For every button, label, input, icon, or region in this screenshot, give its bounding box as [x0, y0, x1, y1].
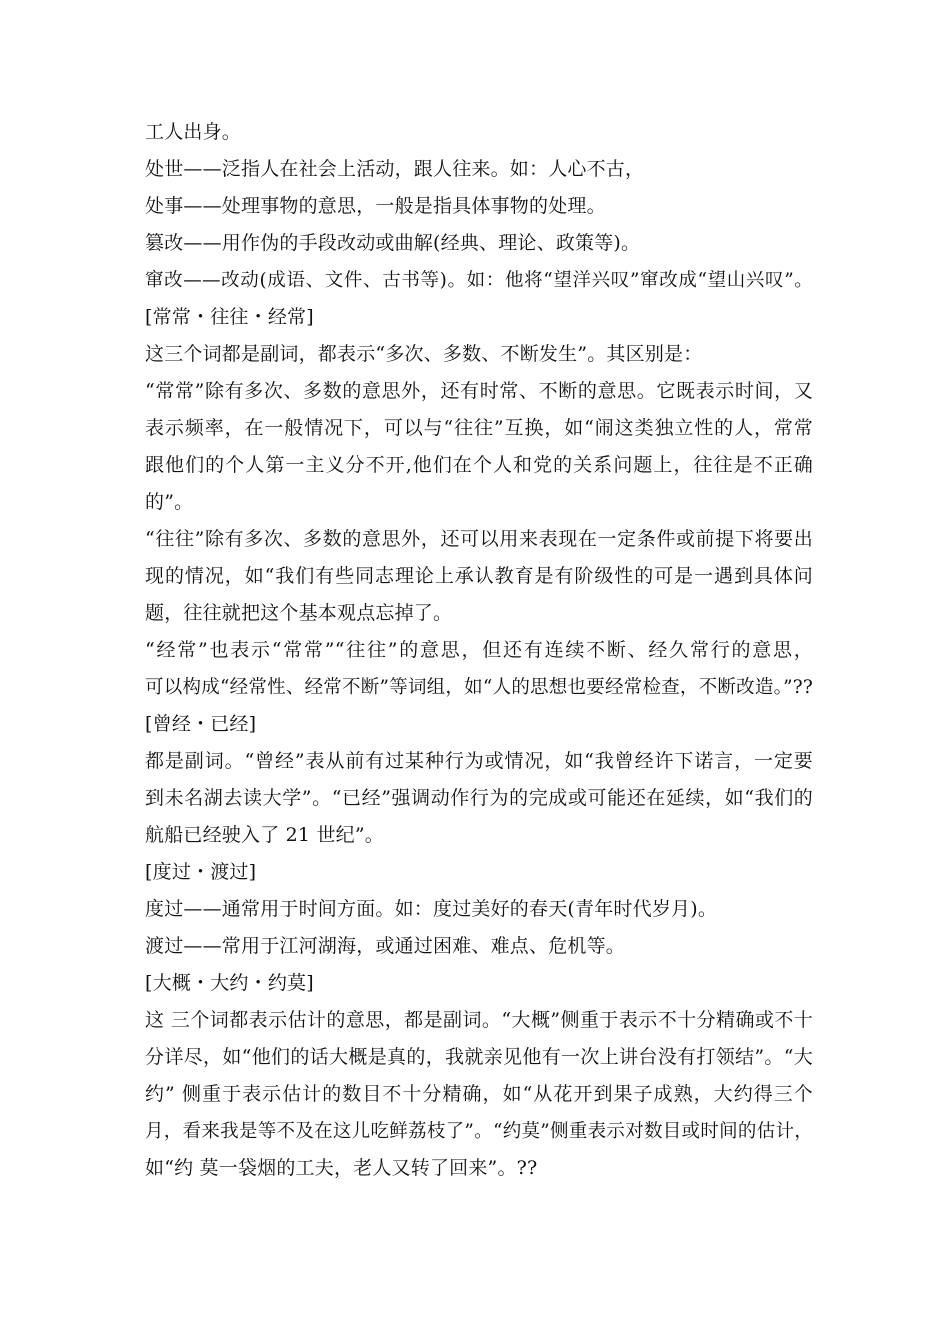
text-line: 都是副词。“曾经”表从前有过某种行为或情况，如“我曾经许下诺言，一定要: [145, 750, 813, 772]
text-line: 表示频率，在一般情况下，可以与“往往”互换，如“闹这类独立性的人，常常: [145, 417, 813, 439]
text-line: 的”。: [145, 491, 194, 513]
text-line: 度过——通常用于时间方面。如：度过美好的春天(青年时代岁月)。: [145, 898, 718, 920]
text-line: 跟他们的个人第一主义分不开,他们在个人和党的关系问题上，往往是不正确: [145, 454, 813, 476]
text-line: 到未名湖去读大学”。“已经”强调动作行为的完成或可能还在延续，如“我们的: [145, 787, 813, 809]
section-heading: [度过・渡过]: [145, 861, 257, 883]
text-line: 现的情况，如“我们有些同志理论上承认教育是有阶级性的可是一遇到具体问: [145, 565, 813, 587]
text-line: 题，往往就把这个基本观点忘掉了。: [145, 602, 453, 624]
text-line: 航船已经驶入了 21 世纪”。: [145, 824, 384, 846]
section-heading: [大概・大约・约莫]: [145, 972, 314, 994]
text-line: 工人出身。: [145, 121, 242, 143]
section-heading: [曾经・已经]: [145, 713, 257, 735]
text-line: 窜改——改动(成语、文件、古书等)。如：他将“望洋兴叹”窜改成“望山兴叹”。: [145, 270, 813, 291]
document-body: [145, 114, 813, 1187]
text-line: 这三个词都是副词，都表示“多次、多数、不断发生”。其区别是：: [145, 343, 703, 365]
text-line: “经常”也表示“常常”“往往”的意思，但还有连续不断、经久常行的意思，: [145, 639, 813, 661]
text-line: 分详尽，如“他们的话大概是真的，我就亲见他有一次上讲台没有打领结”。“大: [145, 1046, 813, 1068]
text-line: 可以构成“经常性、经常不断”等词组，如“人的思想也要经常检查，不断改造。”??: [145, 677, 813, 698]
text-line: 如“约 莫一袋烟的工夫，老人又转了回来”。??: [145, 1157, 538, 1179]
text-line: 处事——处理事物的意思，一般是指具体事物的处理。: [145, 195, 606, 217]
text-line: 篡改——用作伪的手段改动或曲解(经典、理论、政策等)。: [145, 232, 641, 254]
text-line: “常常”除有多次、多数的意思外，还有时常、不断的意思。它既表示时间，又: [145, 380, 813, 402]
text-line: “往往”除有多次、多数的意思外，还可以用来表现在一定条件或前提下将要出: [145, 528, 813, 550]
section-heading: [常常・往往・经常]: [145, 306, 314, 328]
text-line: 这 三个词都表示估计的意思，都是副词。“大概”侧重于表示不十分精确或不十: [145, 1009, 813, 1031]
text-line: 月，看来我是等不及在这儿吃鲜荔枝了”。“约莫”侧重表示对数目或时间的估计，: [145, 1121, 813, 1142]
text-line: 处世——泛指人在社会上活动，跟人往来。如：人心不古，: [145, 158, 645, 180]
text-line: 约” 侧重于表示估计的数目不十分精确，如“从花开到果子成熟，大约得三个: [145, 1083, 813, 1105]
text-line: 渡过——常用于江河湖海，或通过困难、难点、危机等。: [145, 935, 626, 957]
